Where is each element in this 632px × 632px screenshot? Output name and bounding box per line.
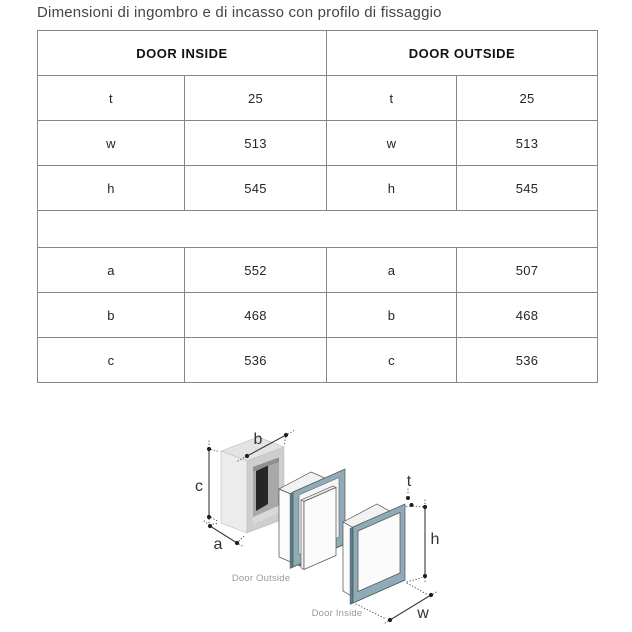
table-row-b [38, 293, 598, 338]
label-cell: c [38, 338, 185, 383]
label-cell: h [38, 166, 185, 211]
table-spacer-row [38, 211, 598, 248]
cabinet-recess-drawing [221, 437, 284, 533]
value-cell: 513 [457, 121, 598, 166]
value-cell: 468 [185, 293, 327, 338]
value-cell: 536 [457, 338, 598, 383]
dim-label-b: b [253, 431, 263, 448]
page-title: Dimensioni di ingombro e di incasso con profilo di fissaggio [37, 4, 442, 21]
value-cell: 25 [185, 76, 327, 121]
value-cell: 507 [457, 248, 598, 293]
label-cell: b [38, 293, 185, 338]
table-row-w [38, 121, 598, 166]
flange-edge [350, 527, 353, 605]
header-door-inside: DOOR INSIDE [38, 31, 327, 76]
label-cell: w [38, 121, 185, 166]
value-cell: 513 [185, 121, 327, 166]
installation-diagram [180, 420, 465, 632]
dim-label-t: t [406, 473, 412, 490]
door-inside-drawing [343, 504, 405, 605]
label-cell: a [327, 248, 457, 293]
label-cell: t [327, 76, 457, 121]
recess-opening-dark [256, 466, 268, 512]
door-outside-drawing [279, 469, 345, 570]
door-panel [304, 488, 336, 570]
table-row-c [38, 338, 598, 383]
table-row-h [38, 166, 598, 211]
dim-label-h: h [430, 531, 440, 548]
dim-label-a: a [213, 536, 223, 553]
label-cell: w [327, 121, 457, 166]
flange-edge [290, 492, 293, 569]
value-cell: 552 [185, 248, 327, 293]
dimension-t [405, 473, 423, 507]
table-header-row [38, 31, 598, 76]
door-inside-label: Door Inside [311, 608, 363, 619]
dimension-h [407, 500, 439, 583]
label-cell: b [327, 293, 457, 338]
label-cell: a [38, 248, 185, 293]
table-row-t [38, 76, 598, 121]
value-cell: 468 [457, 293, 598, 338]
value-cell: 545 [457, 166, 598, 211]
value-cell: 25 [457, 76, 598, 121]
door-outside-label: Door Outside [231, 573, 291, 584]
dim-label-c: c [195, 478, 203, 495]
label-cell: h [327, 166, 457, 211]
value-cell: 536 [185, 338, 327, 383]
label-cell: c [327, 338, 457, 383]
dimensions-table [37, 30, 598, 383]
label-cell: t [38, 76, 185, 121]
value-cell: 545 [185, 166, 327, 211]
spacer-cell [38, 211, 598, 248]
dimension-c [195, 441, 219, 526]
table-row-a [38, 248, 598, 293]
dim-label-w: w [417, 605, 429, 622]
header-door-outside: DOOR OUTSIDE [327, 31, 598, 76]
